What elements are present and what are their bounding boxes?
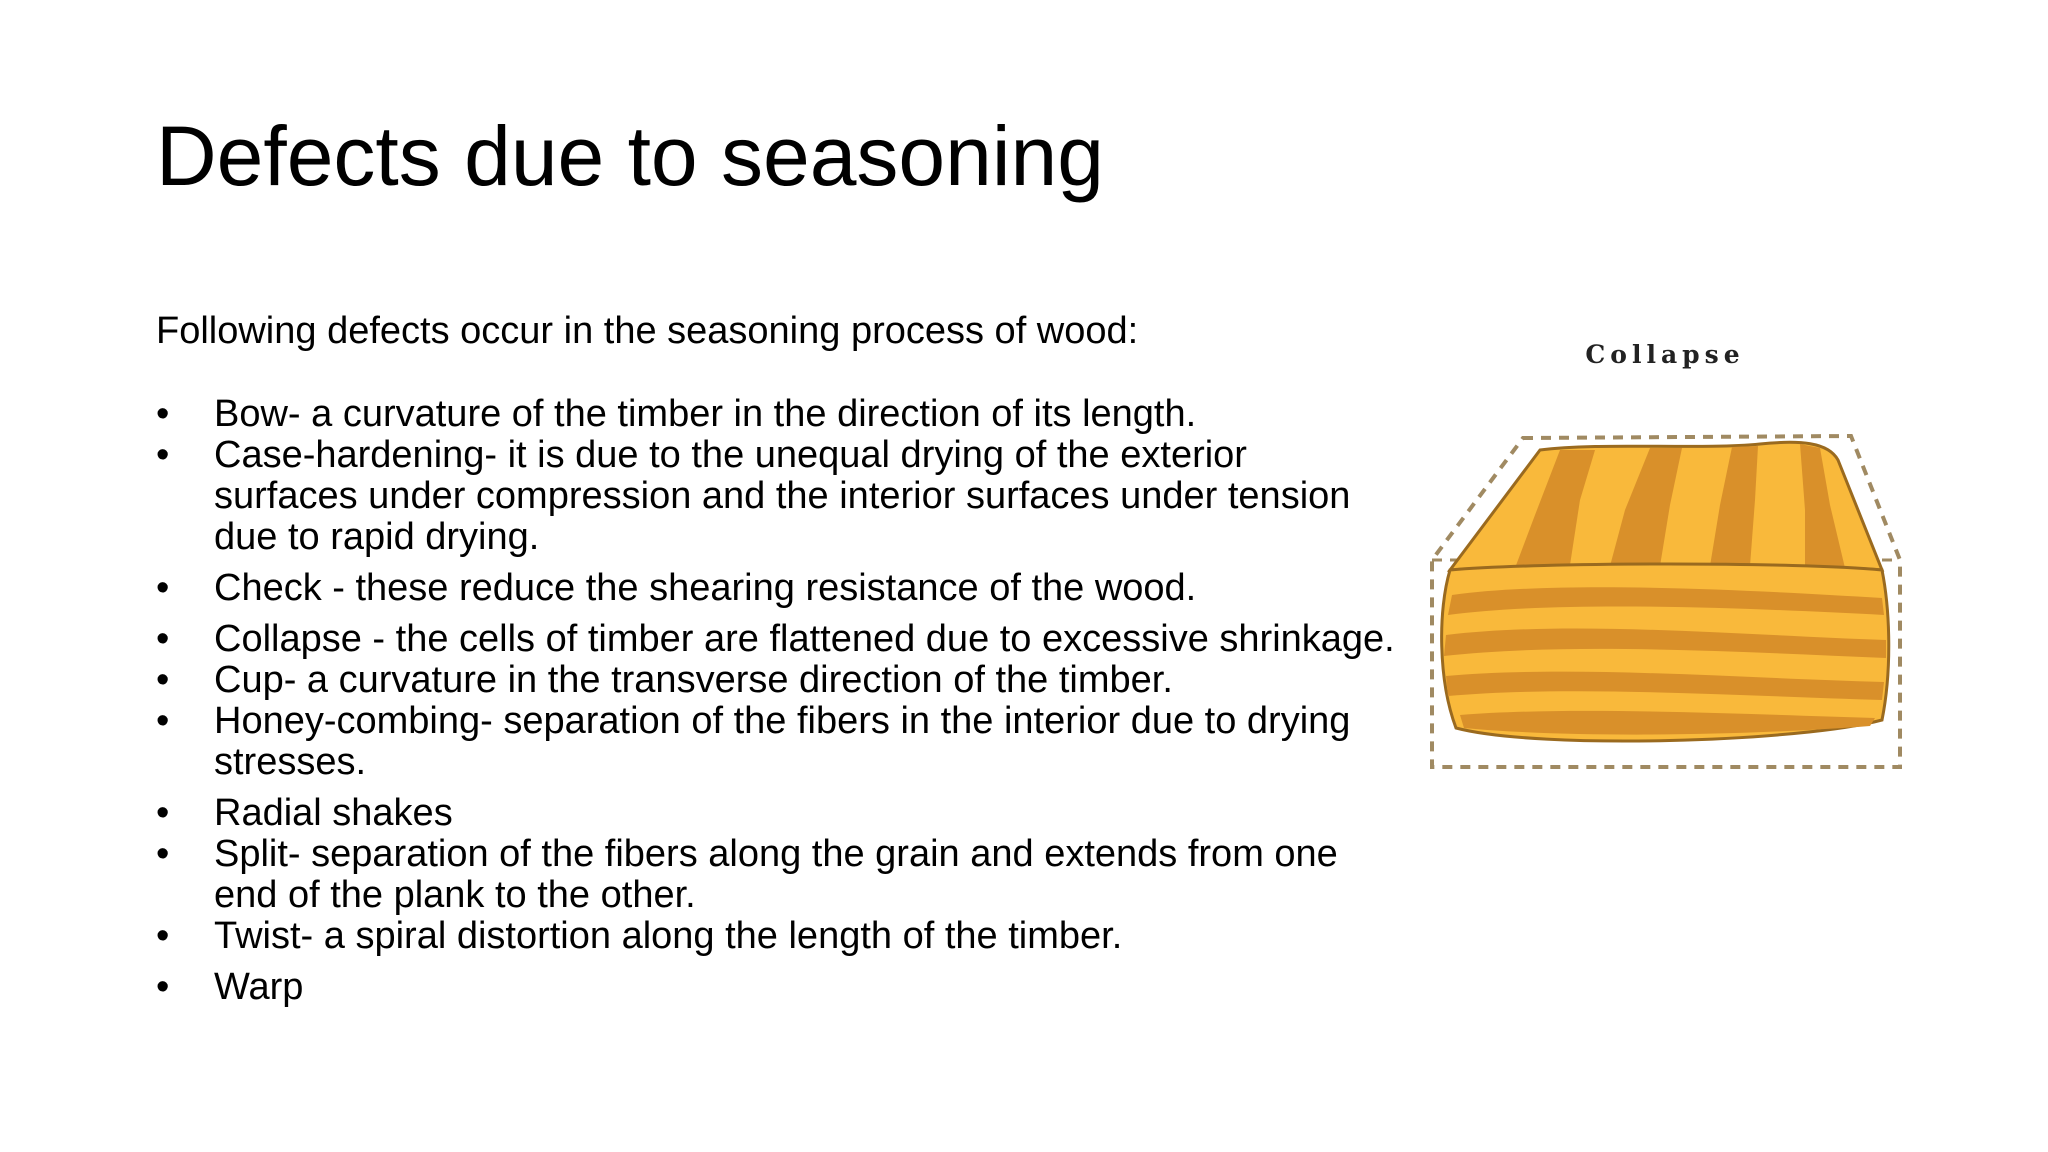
- bullet-icon: •: [156, 393, 170, 435]
- defects-list: [156, 394, 1396, 1008]
- list-item: [156, 916, 1396, 957]
- list-item: [156, 793, 1396, 834]
- list-item: [156, 834, 1396, 916]
- intro-text: Following defects occur in the seasoning process of wood:: [156, 310, 1139, 352]
- list-item-text: Check - these reduce the shearing resistance of the wood.: [214, 567, 1197, 609]
- list-item-text: Bow- a curvature of the timber in the direction of its length.: [214, 393, 1197, 435]
- slide-body: [156, 302, 1396, 1008]
- bullet-icon: •: [156, 700, 170, 742]
- list-item-text: Twist- a spiral distortion along the length of the timber.: [214, 915, 1123, 957]
- list-item-text: Cup- a curvature in the transverse direction of the timber.: [214, 659, 1173, 701]
- bullet-icon: •: [156, 659, 170, 701]
- bullet-icon: •: [156, 618, 170, 660]
- list-item: [156, 394, 1396, 435]
- list-item-text: Honey-combing- separation of the fibers in the interior due to drying stresses.: [214, 700, 1351, 783]
- figure-caption: Collapse: [1585, 340, 1745, 369]
- collapse-figure: [1420, 330, 1910, 790]
- list-item: [156, 619, 1396, 660]
- slide-title: Defects due to seasoning: [156, 109, 1104, 203]
- bullet-icon: •: [156, 966, 170, 1008]
- list-item-text: Warp: [214, 966, 304, 1008]
- list-item: [156, 701, 1396, 783]
- list-item-text: Collapse - the cells of timber are flattened due to excessive shrinkage.: [214, 618, 1395, 660]
- collapsed-timber-illustration: [1420, 420, 1910, 790]
- bullet-icon: •: [156, 567, 170, 609]
- bullet-icon: •: [156, 792, 170, 834]
- bullet-icon: •: [156, 434, 170, 476]
- list-item: [156, 435, 1396, 558]
- bullet-icon: •: [156, 915, 170, 957]
- list-item: [156, 568, 1396, 609]
- list-item: [156, 660, 1396, 701]
- list-item-text: Case-hardening- it is due to the unequal drying of the exterior surfaces under compression and the interior surfaces under tension due to rapid drying.: [214, 434, 1351, 558]
- list-item: [156, 967, 1396, 1008]
- bullet-icon: •: [156, 833, 170, 875]
- list-item-text: Radial shakes: [214, 792, 453, 834]
- list-item-text: Split- separation of the fibers along the grain and extends from one end of the plank to the other.: [214, 833, 1338, 916]
